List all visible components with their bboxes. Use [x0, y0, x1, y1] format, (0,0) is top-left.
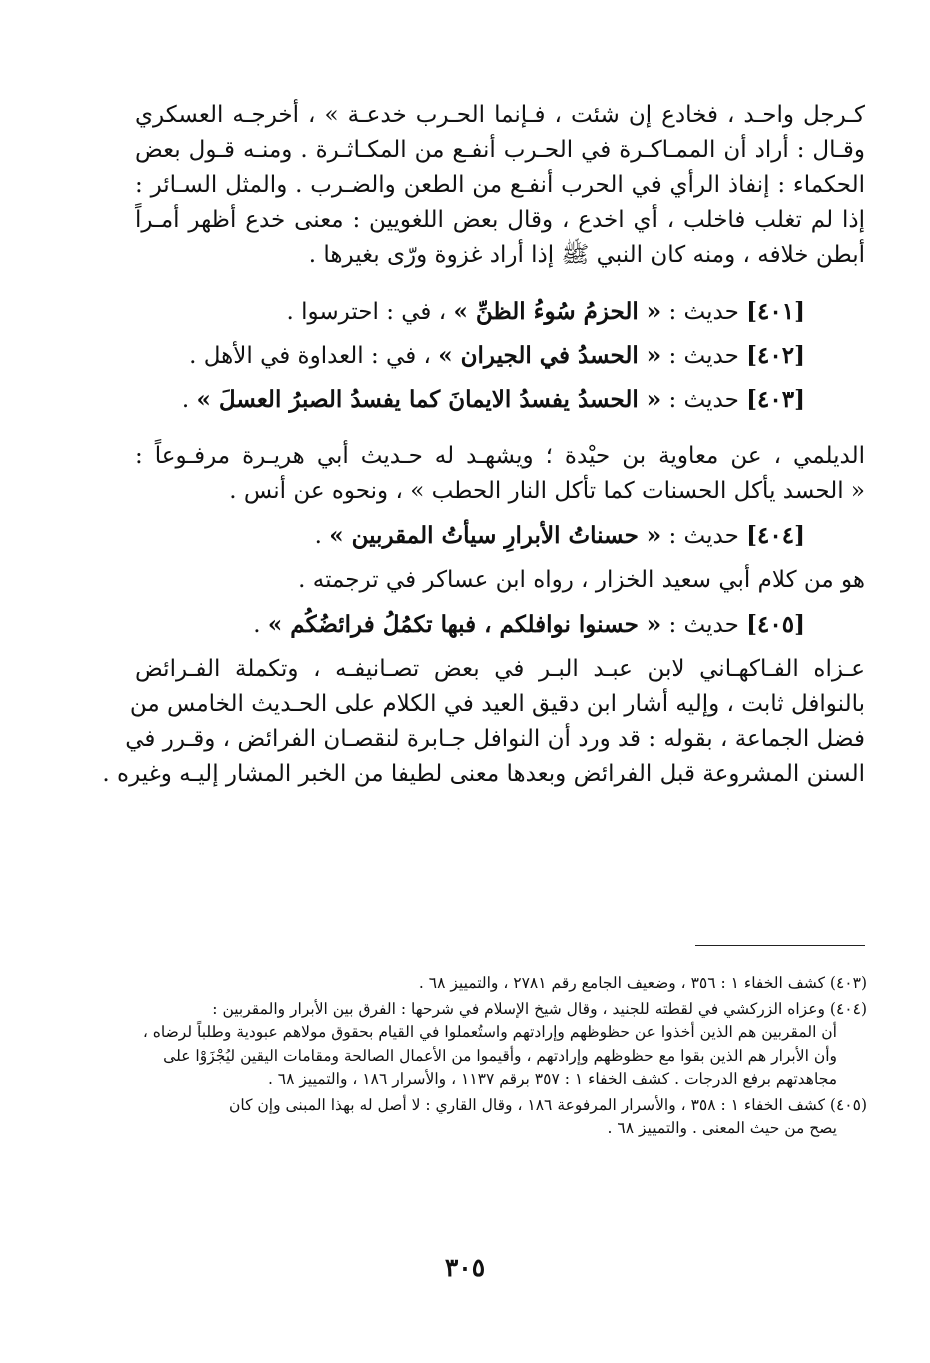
- hadith-text: « حسنوا نوافلكم ، فبها تكمُلُ فرائضُكُم »: [267, 611, 662, 638]
- commentary-404: هو من كلام أبي سعيد الخزار ، رواه ابن عساكر في ترجمته .: [298, 567, 865, 593]
- footnote-first-line: (٤٠٥) كشف الخفاء ١ : ٣٥٨ ، والأسرار المرفوعة ١٨٦ ، وقال القاري : لا أصل له بهذا المبنى وإن كان: [228, 1095, 867, 1114]
- hadith-label: حديث :: [668, 299, 739, 325]
- hadith-401: [135, 295, 805, 329]
- footnote-separator: [695, 945, 865, 946]
- footnote-continuation: أن المقربين هم الذين أخذوا عن حظوظهم وإرادتهم واستُعملوا في القيام بحقوق مولاهم عبودية وطلباً لرضاه ، وأن الأبرار هم الذين بقوا مع حظوظهم وإرادتهم ، وأقيموا من الأعمال الصالحة ومقامات اليقين ليُجْزَوْا على مجاهدتهم برفع الدرجات . كشف الخفاء ١ : ٣٥٧ برقم ١١٣٧ ، والأسرار ١٨٦ ، والتمييز ٦٨ .: [142, 1023, 837, 1088]
- footnote-text: (٤٠٣) كشف الخفاء ١ : ٣٥٦ ، وضعيف الجامع رقم ٢٧٨١ ، والتمييز ٦٨ .: [418, 974, 867, 992]
- commentary-403-line: « الحسد يأكل الحسنات كما تأكل النار الحطب » ، ونحوه عن أنس .: [229, 478, 865, 504]
- commentary-403-line: الديلمي ، عن معاوية بن حيْدة ؛ ويشهـد له حـديث أبي هريـرة مرفـوعاً :: [135, 443, 865, 469]
- footnotes: [135, 972, 867, 1143]
- hadith-tail: ، في : العداوة في الأهل .: [189, 343, 431, 369]
- commentary-405-line: السنن المشروعة قبل الفرائض وبعدها معنى لطيفا من الخبر المشار إليـه وغيره .: [102, 761, 865, 787]
- hadith-text: « حسناتُ الأبرارِ سيأتُ المقربين »: [329, 522, 662, 549]
- hadith-tail: .: [181, 387, 190, 413]
- hadith-label: حديث :: [668, 387, 739, 413]
- hadith-number: [٤٠١]: [746, 298, 805, 325]
- intro-line: كـرجل واحـد ، فخادع إن شئت ، فـإنما الحـرب خدعـة » ، أخرجـه العسكري: [135, 102, 865, 128]
- commentary-405-line: عـزاه الفـاكهـاني لابن عبـد البـر في بعض تصـانيفـه ، وتكملة الفـرائض: [135, 656, 865, 682]
- footnote-405: [135, 1094, 867, 1141]
- commentary-405-line: فضل الجماعة ، بقوله : قد ورد أن النوافل جـابرة لنقصـان الفرائض ، وقـرر في: [125, 726, 865, 752]
- commentary-405-line: بالنوافل ثابت ، وإليه أشار ابن دقيق العيد في الكلام على الحـديث الخامس من: [129, 691, 865, 717]
- footnote-first-line: (٤٠٤) وعزاه الزركشي في لقطته للجنيد ، وقال شيخ الإسلام في شرحها : الفرق بين الأبرار والمقربين :: [212, 999, 867, 1018]
- intro-line: الحكماء : إنفاذ الرأي في الحرب أنفـع من الطعن والضـرب . والمثل السـائر :: [135, 172, 865, 198]
- hadith-tail: .: [253, 612, 261, 638]
- hadith-tail: .: [314, 523, 322, 549]
- intro-line: إذا لم تغلب فاخلب ، أي اخدع ، وقال بعض اللغويين : معنى خدع أظهر أمـراً: [135, 207, 865, 233]
- page-number: ٣٠٥: [444, 1253, 486, 1282]
- hadith-number: [٤٠٣]: [746, 386, 805, 413]
- hadith-402: [135, 339, 805, 373]
- main-text: [102, 98, 865, 792]
- hadith-number: [٤٠٥]: [746, 611, 805, 638]
- hadith-label: حديث :: [668, 343, 739, 369]
- hadith-number: [٤٠٢]: [746, 342, 805, 369]
- hadith-text: « الحسدُ في الجيران »: [438, 342, 662, 369]
- hadith-403: [135, 383, 805, 417]
- hadith-404: [135, 519, 805, 553]
- hadith-label: حديث :: [668, 523, 739, 549]
- hadith-tail: ، في : احترسوا .: [286, 299, 447, 325]
- footnote-continuation: يصح من حيث المعنى . والتمييز ٦٨ .: [607, 1119, 837, 1137]
- hadith-405: [135, 608, 805, 642]
- footnote-403: [135, 972, 867, 996]
- hadith-label: حديث :: [668, 612, 739, 638]
- hadith-text: « الحزمُ سُوءُ الظنِّ »: [453, 298, 662, 325]
- hadith-text: « الحسدُ يفسدُ الايمانَ كما يفسدُ الصبرُ العسلَ »: [196, 386, 662, 413]
- footnote-404: [135, 998, 867, 1092]
- intro-line: أبطن خلافه ، ومنه كان النبي ﷺ إذا أراد غزوة ورّى بغيرها .: [308, 242, 865, 268]
- hadith-number: [٤٠٤]: [746, 522, 805, 549]
- intro-line: وقـال : أراد أن الممـاكـرة في الحـرب أنفـع من المكـاثـرة . ومنـه قـول بعض: [135, 137, 865, 163]
